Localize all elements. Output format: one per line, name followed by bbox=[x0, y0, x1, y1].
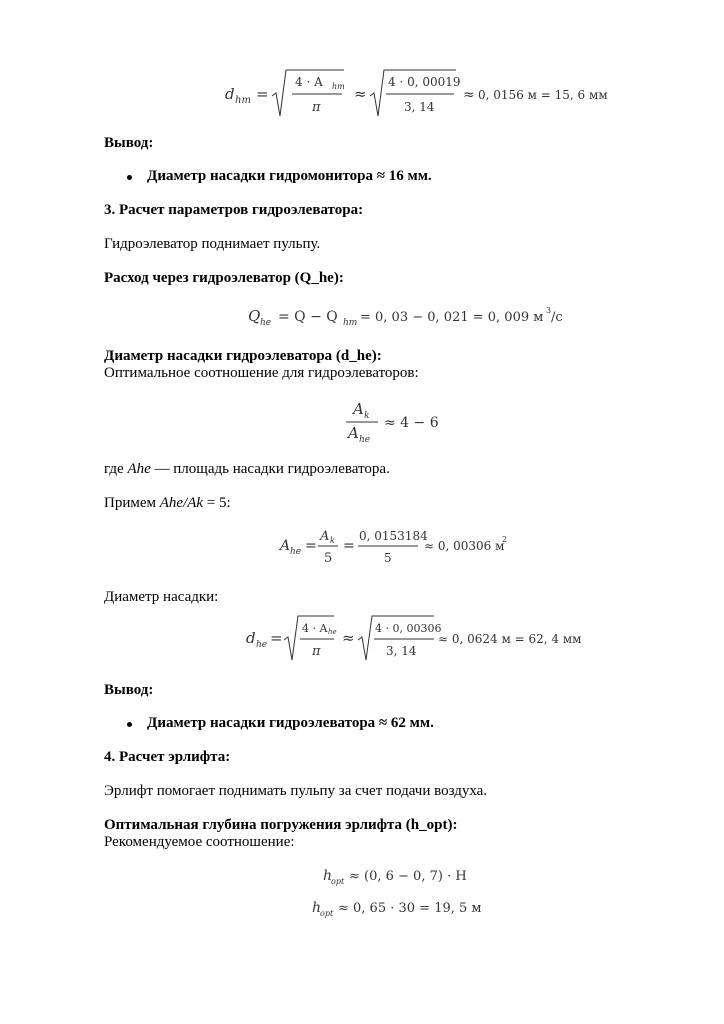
eq-subscript: hm bbox=[332, 82, 345, 91]
eq-symbol: d bbox=[246, 629, 256, 647]
eq-result: 0, 0156 м = 15, 6 мм bbox=[478, 88, 608, 102]
text: где bbox=[104, 461, 128, 477]
eq-denominator: π bbox=[312, 644, 321, 659]
eq-text: ≈ 0, 65 · 30 = 19, 5 м bbox=[338, 901, 482, 916]
eq-subscript: he bbox=[256, 640, 268, 650]
eq-denominator: 3, 14 bbox=[404, 100, 435, 114]
section-heading: 3. Расчет параметров гидроэлеватора: bbox=[104, 202, 364, 218]
eq-numerator: 4 · A bbox=[295, 75, 323, 89]
eq-symbol: h bbox=[312, 900, 322, 916]
equation-h-opt-range-svg bbox=[321, 864, 471, 888]
conclusion-label: Вывод: bbox=[104, 682, 154, 698]
eq-denominator: 5 bbox=[384, 551, 392, 565]
eq-subscript: opt bbox=[320, 909, 334, 918]
eq-numerator: 4 · 0, 00306 bbox=[375, 622, 442, 635]
equation-ratio-svg bbox=[344, 398, 444, 444]
eq-superscript: 2 bbox=[502, 535, 508, 544]
eq-operator: = bbox=[270, 629, 283, 647]
equation-h-opt-range bbox=[321, 864, 471, 888]
equation-area-he bbox=[278, 526, 518, 568]
eq-denominator: 5 bbox=[324, 551, 333, 566]
paragraph: Рекомендуемое соотношение: bbox=[104, 834, 295, 850]
equation-h-opt-value-svg bbox=[310, 896, 480, 920]
conclusion-bullet: Диаметр насадки гидромонитора ≈ 16 мм. bbox=[147, 168, 432, 184]
equation-area-he-svg bbox=[278, 526, 518, 568]
subheading: Оптимальная глубина погружения эрлифта (h_opt): bbox=[104, 817, 458, 833]
subheading: Диаметр насадки гидроэлеватора (d_he): bbox=[104, 348, 382, 364]
equation-q-he-svg bbox=[246, 303, 566, 329]
eq-subscript: opt bbox=[331, 877, 345, 886]
eq-symbol: A bbox=[280, 538, 291, 554]
eq-text: ≈ (0, 6 − 0, 7) · H bbox=[349, 869, 467, 884]
text: = 5: bbox=[203, 495, 231, 511]
eq-subscript: he bbox=[290, 547, 302, 557]
paragraph-where bbox=[104, 460, 390, 478]
eq-subscript: hm bbox=[235, 95, 251, 106]
text: — площадь насадки гидроэлеватора. bbox=[150, 461, 390, 477]
eq-subscript: he bbox=[328, 628, 337, 636]
eq-subscript: hm bbox=[343, 318, 358, 328]
subheading: Расход через гидроэлеватор (Q_he): bbox=[104, 270, 344, 286]
equation-d-hm-svg bbox=[222, 66, 608, 126]
eq-symbol: h bbox=[323, 868, 333, 884]
eq-result: ≈ 0, 00306 м bbox=[424, 539, 505, 553]
eq-symbol: Q bbox=[248, 307, 261, 325]
eq-subscript: k bbox=[364, 411, 370, 421]
eq-result: = 0, 03 − 0, 021 = 0, 009 м bbox=[360, 310, 544, 325]
eq-result: ≈ 0, 0624 м = 62, 4 мм bbox=[438, 632, 582, 646]
eq-subscript: he bbox=[260, 318, 272, 328]
eq-operator: ≈ bbox=[463, 87, 475, 103]
eq-operator: = bbox=[305, 538, 317, 554]
paragraph: Оптимальное соотношение для гидроэлеваторов: bbox=[104, 365, 419, 381]
eq-text: = Q − Q bbox=[278, 309, 338, 325]
eq-operator: = bbox=[343, 538, 355, 554]
eq-numerator: 4 · 0, 00019 bbox=[388, 75, 461, 89]
conclusion-bullet: Диаметр насадки гидроэлеватора ≈ 62 мм. bbox=[147, 715, 434, 731]
bullet-icon bbox=[127, 722, 132, 727]
equation-h-opt-value bbox=[310, 896, 480, 920]
eq-operator: ≈ bbox=[354, 85, 367, 103]
bullet-icon bbox=[127, 175, 132, 180]
eq-unit: /с bbox=[551, 310, 563, 325]
eq-denominator: π bbox=[312, 100, 321, 115]
paragraph: Диаметр насадки: bbox=[104, 589, 219, 605]
text: Примем bbox=[104, 495, 160, 511]
paragraph: Гидроэлеватор поднимает пульпу. bbox=[104, 236, 321, 252]
conclusion-label: Вывод: bbox=[104, 135, 154, 151]
paragraph: Эрлифт помогает поднимать пульпу за счет подачи воздуха. bbox=[104, 783, 488, 799]
paragraph-assume bbox=[104, 494, 231, 512]
equation-d-he-svg bbox=[244, 612, 582, 668]
eq-denominator: 3, 14 bbox=[386, 644, 417, 658]
equation-d-hm bbox=[222, 66, 608, 126]
equation-ratio bbox=[344, 398, 444, 444]
eq-numerator: 4 · A bbox=[302, 622, 328, 635]
eq-operator: = bbox=[256, 85, 269, 103]
eq-subscript: he bbox=[359, 435, 371, 445]
equation-d-he bbox=[244, 612, 582, 668]
eq-numerator: A bbox=[353, 400, 364, 418]
section-heading: 4. Расчет эрлифта: bbox=[104, 749, 231, 765]
eq-symbol: d bbox=[225, 85, 235, 103]
eq-numerator: A bbox=[320, 529, 330, 544]
eq-operator: ≈ bbox=[342, 629, 355, 647]
eq-numerator: 0, 0153184 bbox=[359, 529, 428, 543]
equation-q-he bbox=[246, 303, 566, 329]
eq-text: ≈ 4 − 6 bbox=[384, 415, 439, 431]
eq-subscript: k bbox=[330, 536, 335, 545]
variable: Ahe bbox=[127, 461, 151, 477]
eq-denominator: A bbox=[348, 424, 359, 442]
eq-superscript: 3 bbox=[546, 306, 552, 315]
variable: Ahe/Ak bbox=[159, 495, 204, 511]
